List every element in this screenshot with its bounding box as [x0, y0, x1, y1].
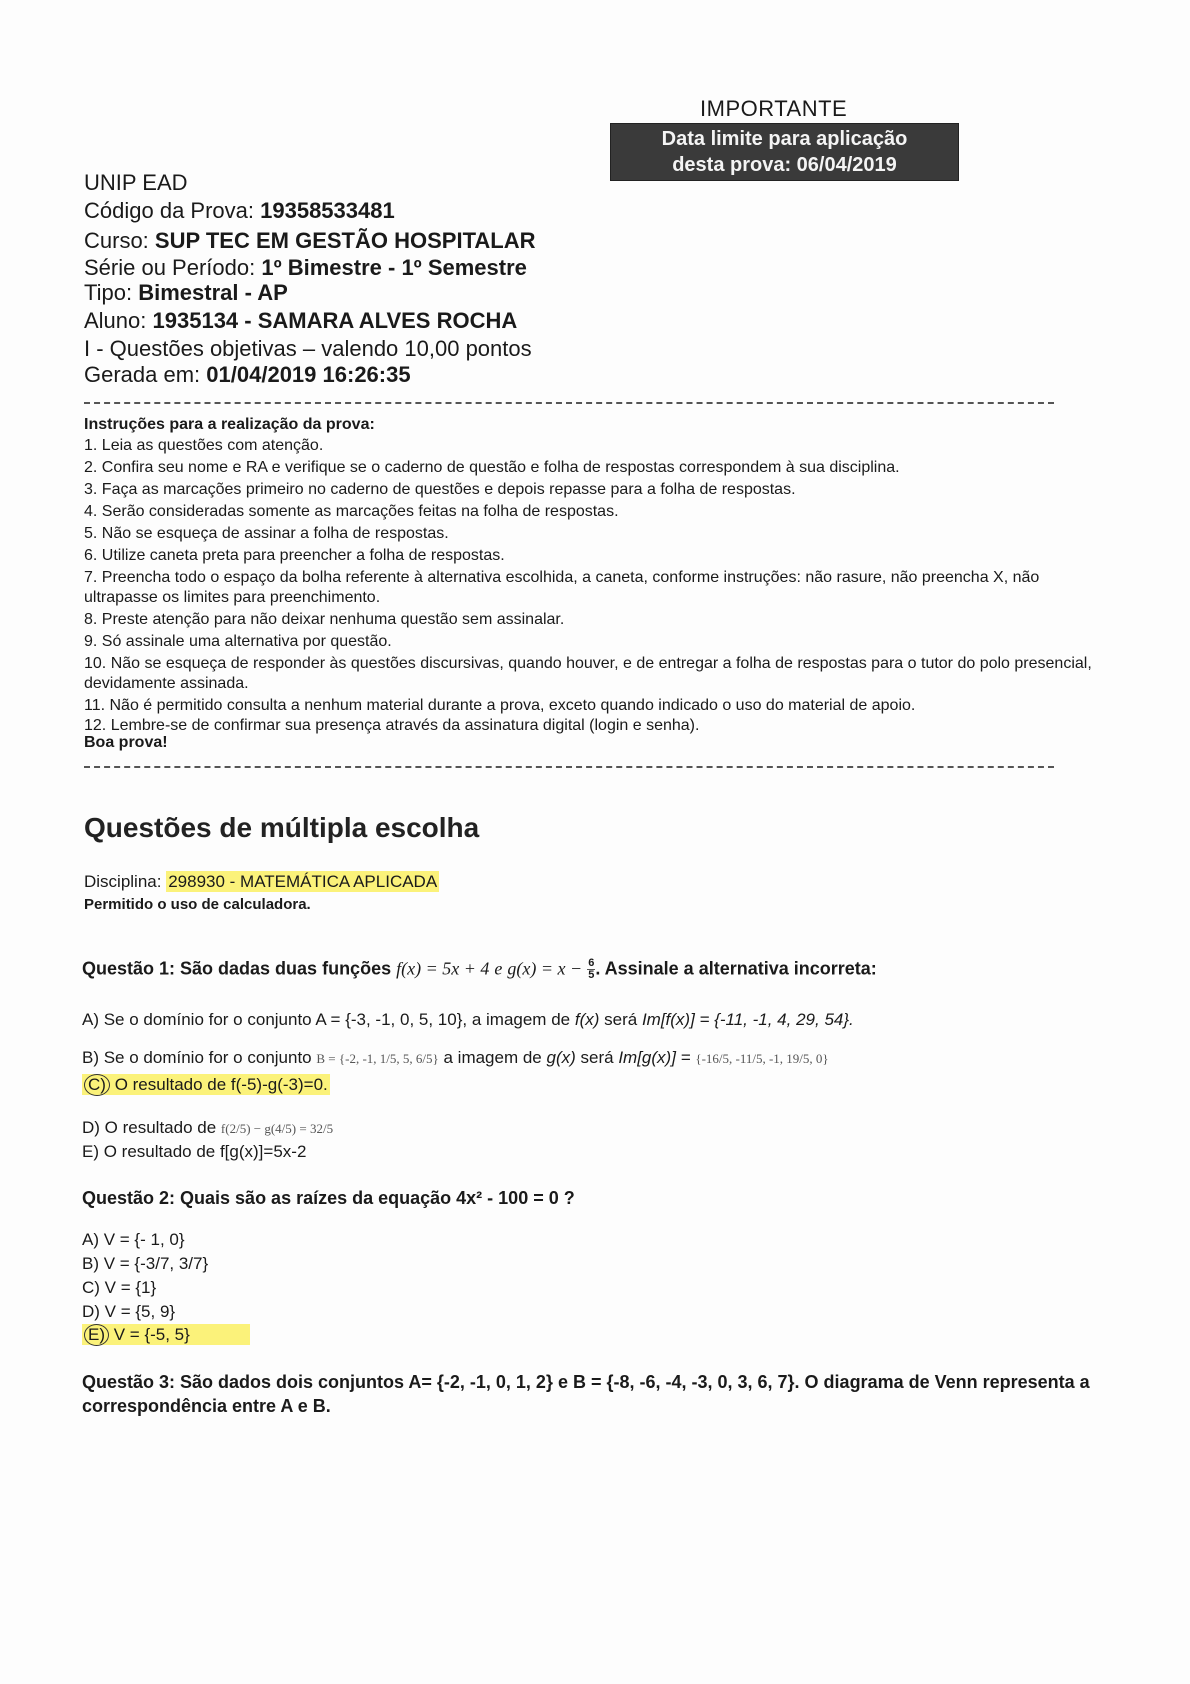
discipline-label: Disciplina: [84, 872, 162, 891]
divider-bottom [84, 766, 1054, 768]
q1-suffix: . Assinale a alternativa incorreta: [595, 958, 877, 979]
q2-alternative-c[interactable]: C) V = {1} [82, 1278, 157, 1297]
q2-alternative-a[interactable]: A) V = {- 1, 0} [82, 1230, 185, 1249]
student-value: 1935134 - SAMARA ALVES ROCHA [152, 308, 518, 333]
discipline-value: 298930 - MATEMÁTICA APLICADA [168, 872, 438, 891]
question-1 [82, 958, 877, 981]
q1-formula-g: g(x) = x − [507, 958, 583, 979]
q1-formula-f: f(x) = 5x + 4 [396, 958, 490, 979]
q1-alternative-e[interactable]: E) O resultado de f[g(x)]=5x-2 [82, 1142, 307, 1161]
q2-e-circle-mark: E) [84, 1324, 109, 1346]
period-value: 1º Bimestre - 1º Semestre [261, 255, 527, 280]
instruction-item: 2. Confira seu nome e RA e verifique se o caderno de questão e folha de respostas correspondem à sua disciplina. [84, 459, 900, 476]
instruction-item: 8. Preste atenção para não deixar nenhuma questão sem assinalar. [84, 611, 565, 628]
q1-c-circle-mark: C) [84, 1074, 110, 1096]
instruction-item: 5. Não se esqueça de assinar a folha de respostas. [84, 525, 449, 542]
instruction-item: 12. Lembre-se de confirmar sua presença através da assinatura digital (login e senha). [84, 717, 700, 734]
type-value: Bimestral - AP [138, 280, 288, 305]
instruction-item: 9. Só assinale uma alternativa por questão. [84, 633, 392, 650]
instruction-item: 7. Preencha todo o espaço da bolha referente à alternativa escolhida, a caneta, conforme instruções: não rasure, não preencha X, não ultrapasse os limites para preenchimento. [84, 569, 1040, 606]
period-label: Série ou Período: [84, 255, 256, 280]
section-title: Questões de múltipla escolha [84, 812, 480, 843]
instructions-title: Instruções para a realização da prova: [84, 416, 375, 433]
q2-alternative-b[interactable]: B) V = {-3/7, 3/7} [82, 1254, 209, 1273]
q1-alternative-d[interactable]: D) O resultado de f(2/5) − g(4/5) = 32/5 [82, 1118, 334, 1137]
objective-line: I - Questões objetivas – valendo 10,00 pontos [84, 336, 532, 361]
q1-prefix: Questão 1: São dadas duas funções [82, 958, 392, 979]
instruction-item: 1. Leia as questões com atenção. [84, 437, 324, 454]
period [84, 255, 527, 281]
instruction-item: 6. Utilize caneta preta para preencher a folha de respostas. [84, 547, 505, 564]
institution: UNIP EAD [84, 170, 188, 195]
q1-connector: e [494, 958, 503, 979]
exam-code-value: 19358533481 [260, 198, 395, 223]
course-value: SUP TEC EM GESTÃO HOSPITALAR [154, 228, 536, 253]
important-title: IMPORTANTE [700, 96, 848, 121]
instruction-item: 10. Não se esqueça de responder às questões discursivas, quando houver, e de entregar a folha de respostas para o tutor do polo presencial, devidamente assinada. [84, 655, 1092, 692]
instruction-item: 4. Serão consideradas somente as marcações feitas na folha de respostas. [84, 503, 619, 520]
q2-alternative-e[interactable]: E) V = {-5, 5} [82, 1324, 250, 1346]
q1-alternative-a[interactable]: A) Se o domínio for o conjunto A = {-3, -1, 0, 5, 10}, a imagem de f(x) será Im[f(x)] = {-11, -1, 4, 29, 54}. [82, 1010, 854, 1029]
question-3: Questão 3: São dados dois conjuntos A= {-2, -1, 0, 1, 2} e B = {-8, -6, -4, -3, 0, 3, 6, 7}. O diagrama de Venn representa a correspondência entre A e B. [82, 1372, 1090, 1416]
instruction-item: 3. Faça as marcações primeiro no caderno de questões e depois repasse para a folha de respostas. [84, 481, 796, 498]
generated-value: 01/04/2019 16:26:35 [206, 362, 411, 387]
exam-type [84, 280, 288, 306]
deadline-line-2: desta prova: 06/04/2019 [672, 154, 897, 176]
q1-alternative-b[interactable]: B) Se o domínio for o conjunto B = {-2, -1, 1/5, 5, 6/5} a imagem de g(x) será Im[g(x)] = {-16/5, -11/5, -1, 19/5, 0} [82, 1048, 829, 1067]
question-2: Questão 2: Quais são as raízes da equação 4x² - 100 = 0 ? [82, 1188, 575, 1208]
calculator-note: Permitido o uso de calculadora. [84, 896, 311, 913]
generated-label: Gerada em: [84, 362, 201, 387]
student-label: Aluno: [84, 308, 147, 333]
q1-alternative-c[interactable]: C) O resultado de f(-5)-g(-3)=0. [82, 1074, 330, 1096]
type-label: Tipo: [84, 280, 133, 305]
closing-text: Boa prova! [84, 734, 168, 751]
q1-fraction: $\frac{6}{5}$ [588, 957, 595, 981]
course-label: Curso: [84, 228, 149, 253]
exam-code [84, 198, 395, 224]
deadline-notice [610, 123, 959, 181]
discipline [84, 872, 439, 892]
q2-alternative-d[interactable]: D) V = {5, 9} [82, 1302, 176, 1321]
student [84, 308, 517, 334]
generated [84, 362, 411, 388]
course [84, 228, 535, 254]
divider-top [84, 402, 1054, 404]
instruction-item: 11. Não é permitido consulta a nenhum material durante a prova, exceto quando indicado o uso do material de apoio. [84, 697, 916, 714]
exam-code-label: Código da Prova: [84, 198, 254, 223]
deadline-line-1: Data limite para aplicação [661, 128, 908, 150]
